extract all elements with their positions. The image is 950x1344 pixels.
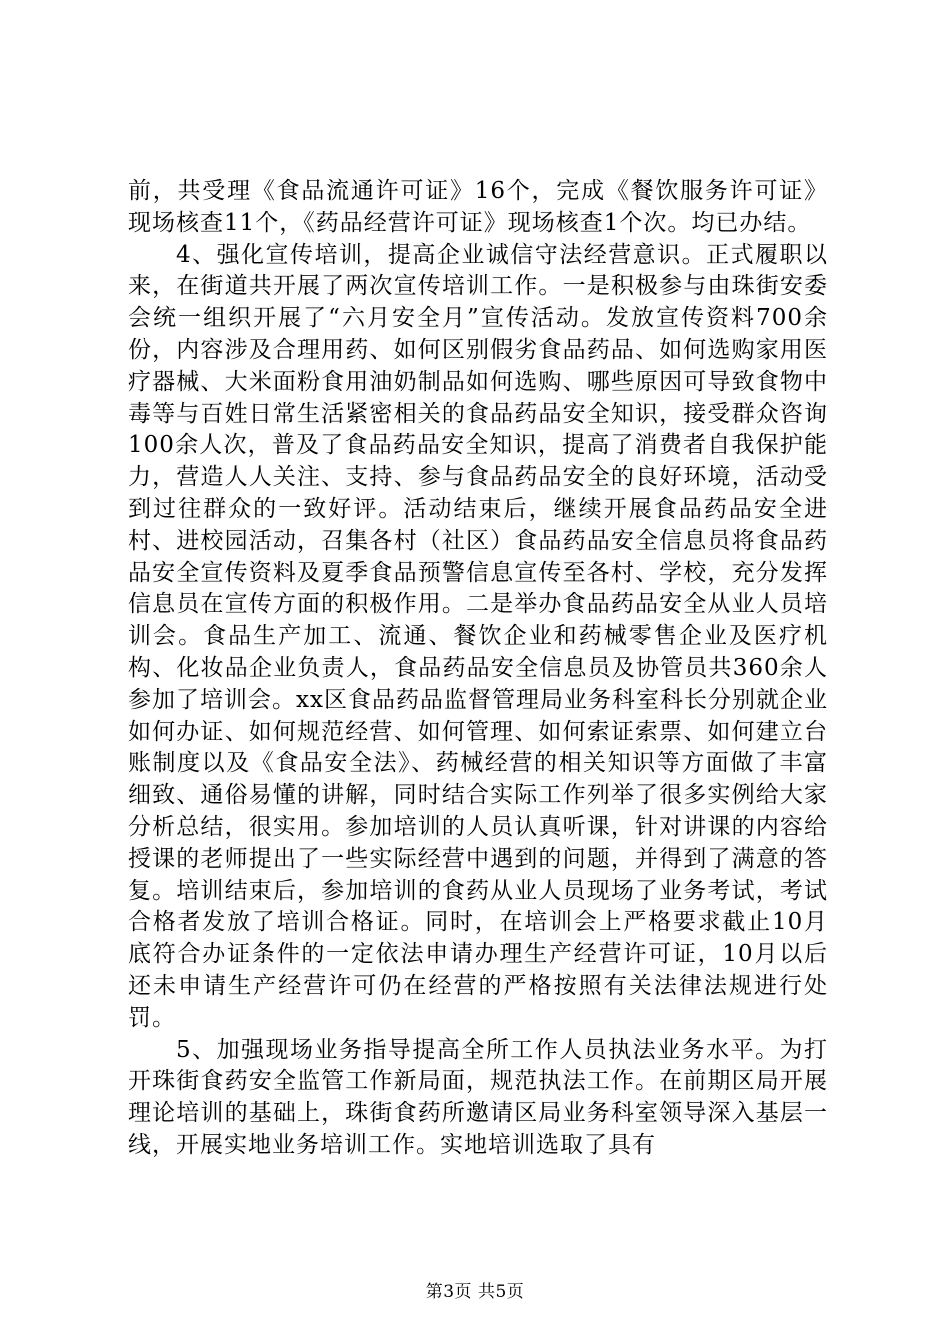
paragraph-continuation: 前，共受理《食品流通许可证》16个，完成《餐饮服务许可证》现场核查11个，《药品经营许可证》现场核查1个次。均已办结。: [128, 178, 828, 236]
paragraph-item-5: 5、加强现场业务指导提高全所工作人员执法业务水平。为打开珠街食药安全监管工作新局面，规范执法工作。在前期区局开展理论培训的基础上，珠街食药所邀请区局业务科室领导深入基层一线，开展实地业务培训工作。实地培训选取了具有: [128, 1036, 828, 1158]
document-body: [128, 176, 828, 1162]
page-footer: 第3页 共5页: [425, 1282, 525, 1302]
paragraph-item-4: 4、强化宣传培训，提高企业诚信守法经营意识。正式履职以来，在街道共开展了两次宣传培训工作。一是积极参与由珠街安委会统一组织开展了“六月安全月”宣传活动。发放宣传资料700余份，内容涉及合理用药、如何区别假劣食品药品、如何选购家用医疗器械、大米面粉食用油奶制品如何选购、哪些原因可导致食物中毒等与百姓日常生活紧密相关的食品药品安全知识，接受群众咨询100余人次，普及了食品药品安全知识，提高了消费者自我保护能力，营造人人关注、支持、参与食品药品安全的良好环境，活动受到过往群众的一致好评。活动结束后，继续开展食品药品安全进村、进校园活动，召集各村（社区）食品药品安全信息员将食品药品安全宣传资料及夏季食品预警信息宣传至各村、学校，充分发挥信息员在宣传方面的积极作用。二是举办食品药品安全从业人员培训会。食品生产加工、流通、餐饮企业和药械零售企业及医疗机构、化妆品企业负责人，食品药品安全信息员及协管员共360余人参加了培训会。xx区食品药品监督管理局业务科室科长分别就企业如何办证、如何规范经营、如何管理、如何索证索票、如何建立台账制度以及《食品安全法》、药械经营的相关知识等方面做了丰富细致、通俗易懂的讲解，同时结合实际工作列举了很多实例给大家分析总结，很实用。参加培训的人员认真听课，针对讲课的内容给授课的老师提出了一些实际经营中遇到的问题，并得到了满意的答复。培训结束后，参加培训的食药从业人员现场了业务考试，考试合格者发放了培训合格证。同时，在培训会上严格要求截止10月底符合办证条件的一定依法申请办理生产经营许可证，10月以后还未申请生产经营许可仍在经营的严格按照有关法律法规进行处罚。: [128, 241, 828, 1031]
